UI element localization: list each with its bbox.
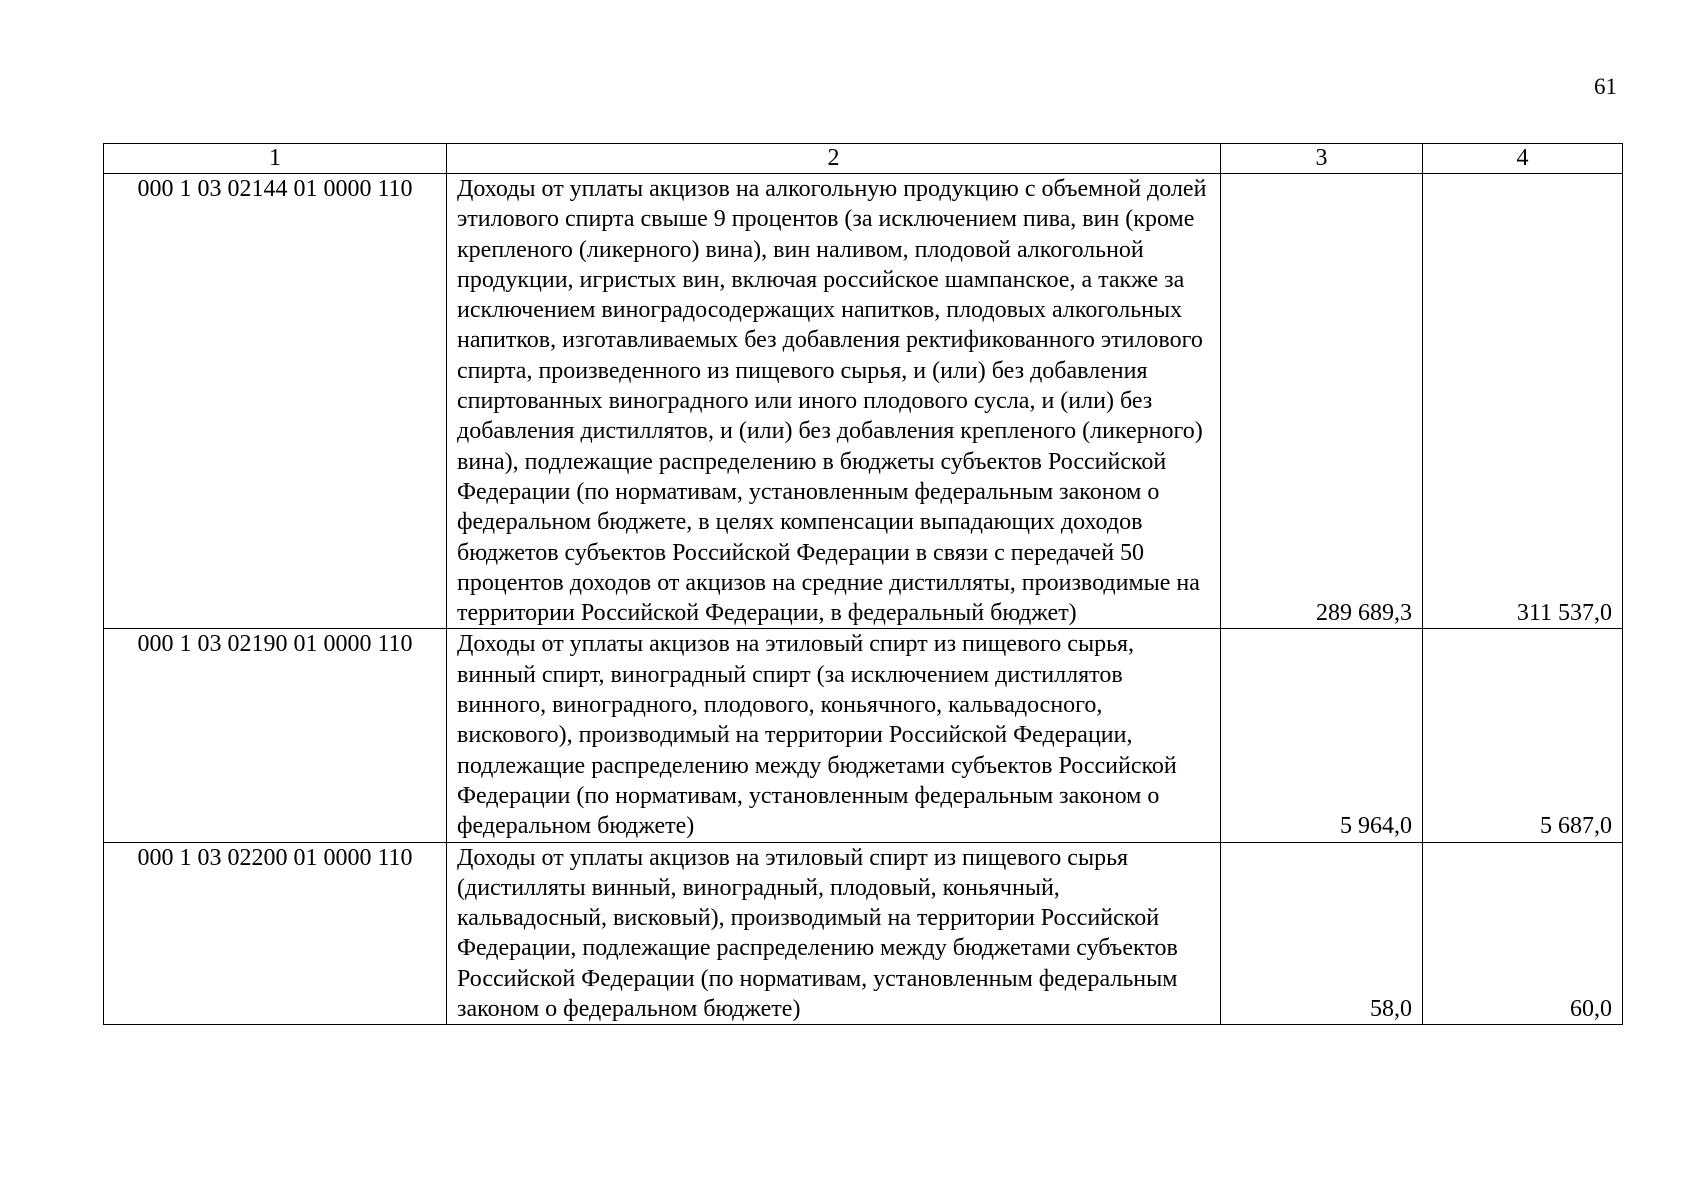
table-row (104, 629, 1623, 842)
column-header-2: 2 (447, 144, 1221, 174)
column-header-4: 4 (1423, 144, 1623, 174)
column-header-3: 3 (1221, 144, 1423, 174)
revenue-table (103, 143, 1623, 1025)
description-cell: Доходы от уплаты акцизов на этиловый спирт из пищевого сырья, винный спирт, виноградный спирт (за исключением дистиллятов винного, виноградного, плодового, коньячного, кальвадосного, вискового), производимый на территории Российской Федерации, подлежащие распределению между бюджетами субъектов Российской Федерации (по нормативам, установленным федеральным законом о федеральном бюджете) (447, 629, 1221, 842)
table-header-row (104, 144, 1623, 174)
budget-code-cell: 000 1 03 02190 01 0000 110 (104, 629, 447, 842)
column-header-1: 1 (104, 144, 447, 174)
description-cell: Доходы от уплаты акцизов на алкогольную продукцию с объемной долей этилового спирта свыше 9 процентов (за исключением пива, вин (кроме крепленого (ликерного) вина), вин наливом, плодовой алкогольной продукции, игристых вин, включая российское шампанское, а также за исключением виноградосодержащих напитков, плодовых алкогольных напитков, изготавливаемых без добавления ректификованного этилового спирта, произведенного из пищевого сырья, и (или) без добавления спиртованных виноградного или иного плодового сусла, и (или) без добавления дистиллятов, и (или) без добавления крепленого (ликерного) вина), подлежащие распределению в бюджеты субъектов Российской Федерации (по нормативам, установленным федеральным законом о федеральном бюджете, в целях компенсации выпадающих доходов бюджетов субъектов Российской Федерации в связи с передачей 50 процентов доходов от акцизов на средние дистилляты, производимые на территории Российской Федерации, в федеральный бюджет) (447, 174, 1221, 629)
amount-col3-cell: 289 689,3 (1221, 174, 1423, 629)
budget-code-cell: 000 1 03 02200 01 0000 110 (104, 842, 447, 1025)
page-number: 61 (1594, 74, 1617, 99)
description-cell: Доходы от уплаты акцизов на этиловый спирт из пищевого сырья (дистилляты винный, виноградный, плодовый, коньячный, кальвадосный, висковый), производимый на территории Российской Федерации, подлежащие распределению между бюджетами субъектов Российской Федерации (по нормативам, установленным федеральным законом о федеральном бюджете) (447, 842, 1221, 1025)
amount-col4-cell: 5 687,0 (1423, 629, 1623, 842)
budget-code-cell: 000 1 03 02144 01 0000 110 (104, 174, 447, 629)
table-row (104, 842, 1623, 1025)
amount-col3-cell: 5 964,0 (1221, 629, 1423, 842)
amount-col4-cell: 311 537,0 (1423, 174, 1623, 629)
table-row (104, 174, 1623, 629)
amount-col3-cell: 58,0 (1221, 842, 1423, 1025)
amount-col4-cell: 60,0 (1423, 842, 1623, 1025)
